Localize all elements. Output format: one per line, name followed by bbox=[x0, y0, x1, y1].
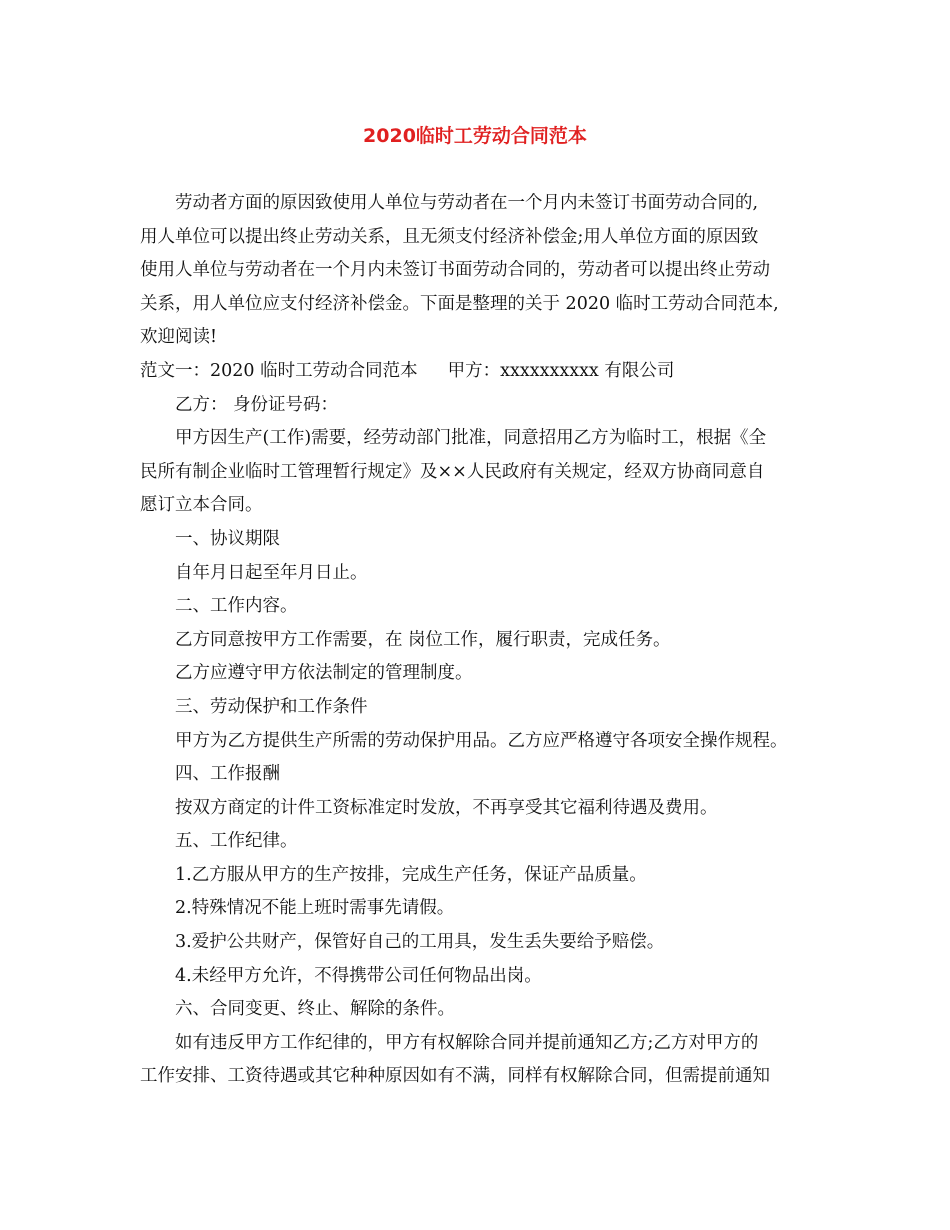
sample-label: 范文一：2020 临时工劳动合同范本 bbox=[140, 360, 418, 381]
discipline-item: 1.乙方服从甲方的生产按排，完成生产任务，保证产品质量。 bbox=[175, 864, 647, 885]
preamble-line: 甲方因生产(工作)需要，经劳动部门批准，同意招用乙方为临时工，根据《全 bbox=[175, 428, 767, 449]
intro-line: 使用人单位与劳动者在一个月内未签订书面劳动合同的，劳动者可以提出终止劳动 bbox=[140, 260, 770, 281]
party-b-line bbox=[140, 389, 820, 423]
document-title: 2020临时工劳动合同范本 bbox=[363, 125, 587, 147]
discipline-item: 4.未经甲方允许，不得携带公司任何物品出岗。 bbox=[175, 965, 542, 986]
intro-line: 欢迎阅读! bbox=[140, 327, 218, 348]
preamble-paragraph bbox=[140, 422, 820, 523]
section-text: 甲方为乙方提供生产所需的劳动保护用品。乙方应严格遵守各项安全操作规程。 bbox=[175, 730, 788, 751]
preamble-line: 民所有制企业临时工管理暂行规定》及××人民政府有关规定，经双方协商同意自 bbox=[140, 461, 765, 482]
discipline-item: 3.爱护公共财产，保管好自己的工用具，发生丢失要给予赔偿。 bbox=[175, 932, 665, 953]
sample-header-line bbox=[140, 355, 820, 389]
section-heading: 三、劳动保护和工作条件 bbox=[175, 696, 368, 717]
section-text: 如有违反甲方工作纪律的，甲方有权解除合同并提前通知乙方;乙方对甲方的 bbox=[175, 1032, 759, 1053]
section-text: 按双方商定的计件工资标准定时发放，不再享受其它福利待遇及费用。 bbox=[175, 797, 718, 818]
section-heading: 五、工作纪律。 bbox=[175, 831, 298, 852]
section-heading: 一、协议期限 bbox=[175, 528, 280, 549]
intro-paragraph bbox=[140, 187, 820, 355]
section-text: 工作安排、工资待遇或其它种种原因如有不满，同样有权解除合同，但需提前通知 bbox=[140, 1066, 770, 1087]
discipline-item: 2.特殊情况不能上班时需事先请假。 bbox=[175, 898, 455, 919]
section-text: 乙方应遵守甲方依法制定的管理制度。 bbox=[175, 663, 473, 684]
section-heading: 六、合同变更、终止、解除的条件。 bbox=[175, 999, 455, 1020]
section-text: 自年月日起至年月日止。 bbox=[175, 562, 368, 583]
section-text: 乙方同意按甲方工作需要，在 岗位工作，履行职责，完成任务。 bbox=[175, 629, 671, 650]
document-body bbox=[140, 187, 820, 1094]
intro-line: 用人单位可以提出终止劳动关系，且无须支付经济补偿金;用人单位方面的原因致 bbox=[140, 226, 759, 247]
intro-line: 劳动者方面的原因致使用人单位与劳动者在一个月内未签订书面劳动合同的, bbox=[175, 193, 759, 213]
party-a: 甲方：xxxxxxxxxx 有限公司 bbox=[447, 360, 675, 381]
section-heading: 二、工作内容。 bbox=[175, 596, 298, 617]
section-heading: 四、工作报酬 bbox=[175, 764, 280, 785]
intro-line: 关系，用人单位应支付经济补偿金。下面是整理的关于 2020 临时工劳动合同范本, bbox=[140, 293, 779, 314]
party-b: 乙方： 身份证号码： bbox=[175, 394, 339, 415]
preamble-line: 愿订立本合同。 bbox=[140, 495, 263, 516]
